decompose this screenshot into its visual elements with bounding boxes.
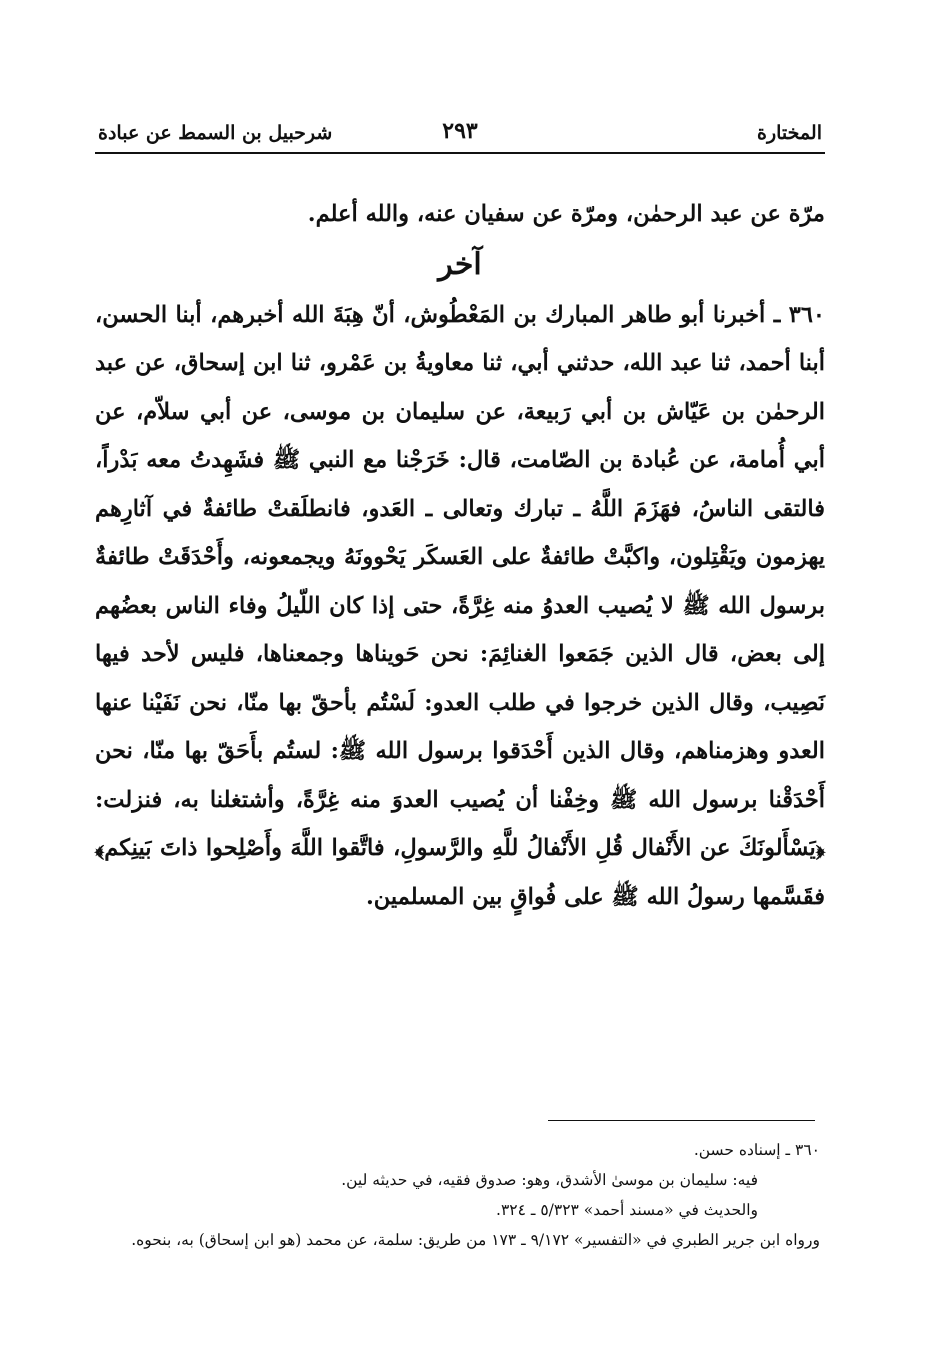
footnote-line: ٣٦٠ ـ إسناده حسن. [693, 1141, 820, 1159]
intro-paragraph: مرّة عن عبد الرحمٰن، ومرّة عن سفيان عنه، والله أعلم. [307, 201, 825, 227]
hadith-number: ٣٦٠ [788, 301, 825, 328]
header-chapter-title: شرحبيل بن السمط عن عبادة [98, 122, 333, 144]
header-divider [95, 152, 825, 154]
footnote-line: فيه: سليمان بن موسىٰ الأشدق، وهو: صدوق فقيه، في حديثه لين. [341, 1171, 758, 1189]
section-title: آخر [438, 246, 482, 282]
header-book-title: المختارة [757, 122, 822, 144]
footnotes [95, 1135, 820, 1255]
hadith-paragraph [95, 291, 825, 922]
main-text [95, 190, 825, 921]
footnote-line: ورواه ابن جرير الطبري في «التفسير» ٩/١٧٢ ـ ١٧٣ من طريق: سلمة، عن محمد (هو ابن إسحاق) به، بنحوه. [131, 1231, 820, 1249]
footnote-divider [548, 1120, 815, 1121]
footnote-line: والحديث في «مسند أحمد» ٥/٣٢٣ ـ ٣٢٤. [496, 1201, 758, 1219]
running-header [95, 118, 825, 152]
hadith-text: ـ أخبرنا أبو طاهر المبارك بن المَعْطُوش، أنّ هِبَةَ الله أخبرهم، أبنا الحسن، أبنا أحمد، ثنا عبد الله، حدثني أبي، ثنا معاويةُ بن عَمْرو، ثنا ابن إسحاق، عن عبد الرحمٰن بن عَيّاش بن أبي رَبيعة، عن سليمان بن موسى، عن أبي سلاّم، عن أبي أُمامة، عن عُبادة بن الصّامت، قال: خَرَجْنا مع النبي ﷺ فشَهِدتُ معه بَدْراً، فالتقى الناسُ، فهَزَمَ اللَّهُ ـ تبارك وتعالى ـ العَدو، فانطلَقتْ طائفةٌ في آثارِهم يهزمون ويَقْتِلون، واكبَّتْ طائفةٌ على العَسكَر يَحْوونَهُ ويجمعونه، وأَحْدَقَتْ طائفةٌ برسول الله ﷺ لا يُصيب العدوُ منه غِرَّةً، حتى إذا كان اللّيلُ وفاء الناس بعضُهم إلى بعض، قال الذين جَمَعوا الغنائِمَ: نحن حَويناها وجمعناها، فليس لأحد فيها نَصِيب، وقال الذين خرجوا في طلب العدو: لَسْتُم بأحقّ بها منّا، نحن نَفَيْنا عنها العدو وهزمناهم، وقال الذين أَحْدَقوا برسول الله ﷺ: لستُم بأَحَقّ بها منّا، نحن أَحْدَقْنا برسول الله ﷺ وخِفْنا أن يُصيب العدوَ منه غِرَّةً، وأشتغلنا به، فنزلت: ﴿يَسْأَلونَكَ عن الأَنْفال قُلِ الأَنْفالُ للَّهِ والرَّسولِ، فاتَّقوا اللَّهَ وأَصْلِحوا ذاتَ بَينِكم﴾ فقَسَّمها رسولُ الله ﷺ على فُواقٍ بين المسلمين. [95, 301, 825, 910]
page-number: ٢٩٣ [442, 118, 478, 144]
